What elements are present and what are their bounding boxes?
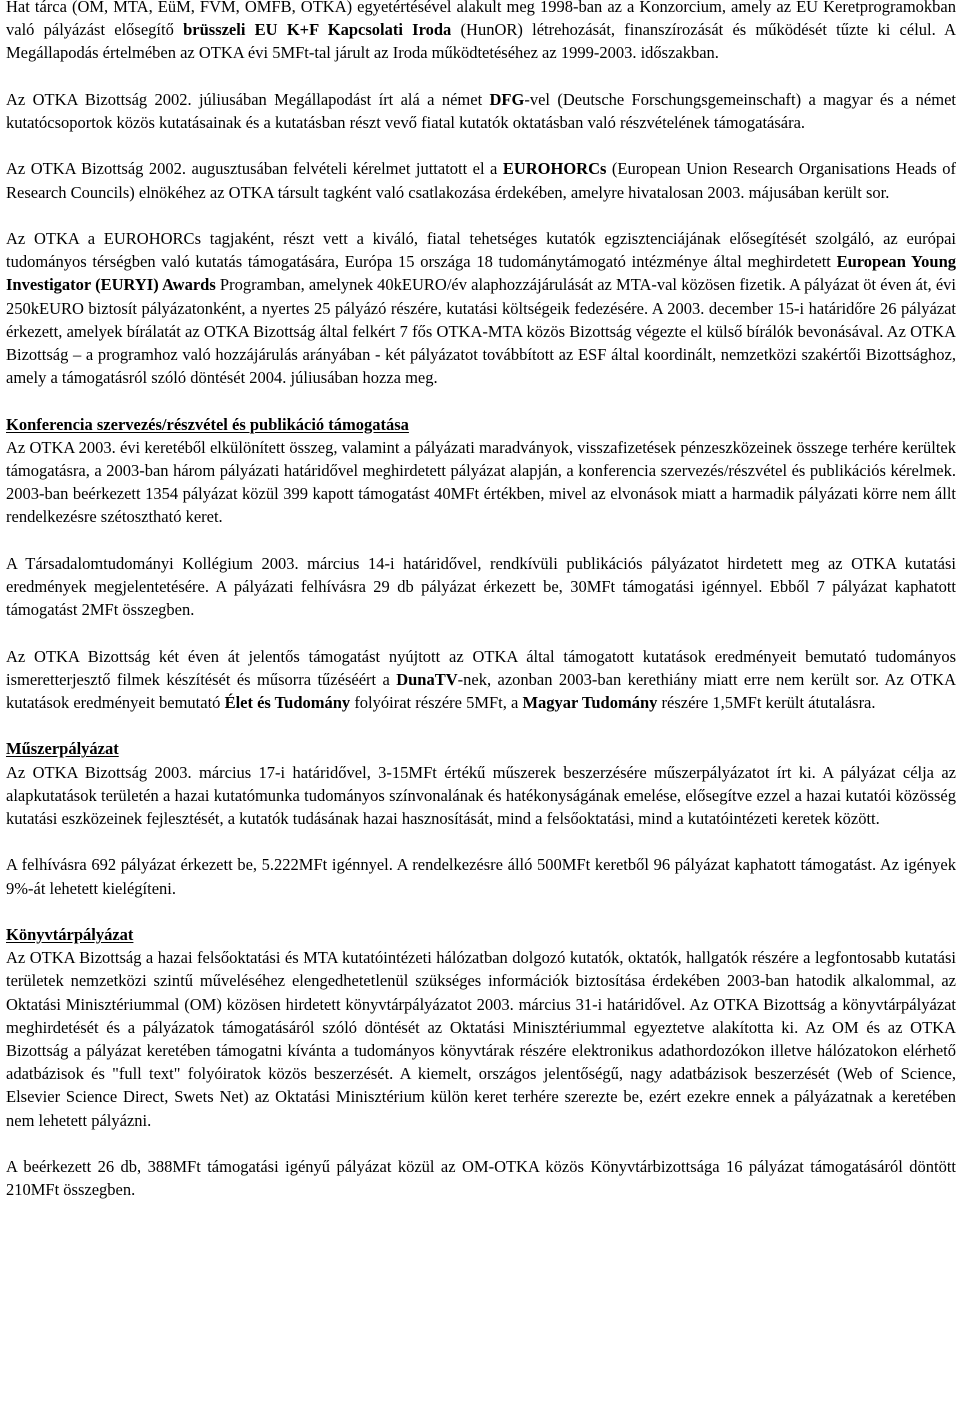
- bold-term: European Young Investigator (EURYI) Awards: [6, 252, 956, 295]
- bold-term: DFG: [489, 89, 525, 109]
- paragraph-media-support: Az OTKA Bizottság két éven át jelentős támogatást nyújtott az OTKA által támogatott kutatások eredményeit bemutató tudományos ismeretterjesztő filmek készítését és műsorra tűzéséért a DunaTV-nek, azonban 2003-ban kerethiány miatt erre nem került sor. Az OTKA kutatások eredményeit bemutató Élet és Tudomány folyóirat részére 5MFt, a Magyar Tudomány részére 1,5MFt került átutalásra.: [6, 646, 956, 712]
- bold-term: DunaTV: [396, 669, 458, 689]
- paragraph-conference: Az OTKA 2003. évi keretéből elkülönített összeg, valamint a pályázati maradványok, visszafizetések pénzeszközeinek összege terhére kerültek támogatásra, a 2003-ban három pályázati határidővel meghirdetett pályázat alapján, a konferencia szervezés/részvétel és publikációs kérelmek. 2003-ban beérkezett 1354 pályázat közül 399 kapott támogatást 40MFt értékben, mivel az elvonások miatt a harmadik pályázati körre nem állt rendelkezésre szétosztható keret.: [6, 437, 956, 527]
- paragraph-social-sciences: A Társadalomtudományi Kollégium 2003. március 14-i határidővel, rendkívüli publikációs pályázatot hirdetett meg az OTKA kutatási eredmények megjelentetésére. A pályázati felhívásra 29 db pályázat érkezett be, 30MFt támogatási igénnyel. Ebből 7 pályázat kaphatott támogatást 2MFt összegben.: [6, 553, 956, 620]
- paragraph-eurohorcs: Az OTKA Bizottság 2002. augusztusában felvételi kérelmet juttatott el a EUROHORCs (European Union Research Organisations Heads of Research Councils) elnökéhez az OTKA társult tagként való csatlakozása érdekében, amelyre hivatalosan 2003. májusában került sor.: [6, 159, 956, 202]
- paragraph-euryi: Az OTKA a EUROHORCs tagjaként, részt vett a kiváló, fiatal tehetséges kutatók egzisztenciájának elősegítését szolgáló, az európai tudományos térségben való kutatás támogatására, Európa 15 országa 18 tudománytámogató intézménye által meghirdetett European Young Investigator (EURYI) Awards Programban, amelynek 40kEURO/év alaphozzájárulását az MTA-val közösen fizetik. A pályázat öt éven át, évi 250kEURO biztosít pályázatonként, a nyertes 25 pályázó részére, kutatási költségeik fedezésére. A 2003. december 15-i határidőre 26 pályázat érkezett, amelyek bírálatát az OTKA Bizottság által felkért 7 fős OTKA-MTA közös Bizottság végezte el külső bírálók bevonásával. Az OTKA Bizottság – a programhoz való hozzájárulás arányában - két pályázatot továbbított az ESF által koordinált, nemzetközi szakértői Bizottsághoz, amely a támogatásról szóló döntését 2004. júliusában hozza meg.: [6, 228, 956, 388]
- paragraph-library-results: A beérkezett 26 db, 388MFt támogatási igényű pályázat közül az OM-OTKA közös Könyvtárbizottsága 16 pályázat támogatásáról döntött 210MFt összegben.: [6, 1157, 956, 1200]
- document-page: [6, 0, 956, 1201]
- section-heading-library: Könyvtárpályázat: [6, 924, 134, 944]
- paragraph-hunor: Hat tárca (OM, MTA, EüM, FVM, OMFB, OTKA) egyetértésével alakult meg 1998-ban az a Konzorcium, amely az EU Keretprogramokban való pályázást elősegítő brüsszeli EU K+F Kapcsolati Iroda (HunOR) létrehozását, finanszírozását és működését tűzte ki célul. A Megállapodás értelmében az OTKA évi 5MFt-tal járult az Iroda működtetéséhez az 1999-2003. időszakban.: [6, 0, 956, 63]
- section-heading-conference: Konferencia szervezés/részvétel és publikáció támogatása: [6, 414, 409, 434]
- paragraph-library: Az OTKA Bizottság a hazai felsőoktatási és MTA kutatóintézeti hálózatban dolgozó kutatók, oktatók, hallgatók részére a legfontosabb kutatási területek nemzetközi szintű műveléséhez elengedhetetlenül szükséges információk biztosítása érdekében 2003-ban hatodik alkalommal, az Oktatási Minisztériummal (OM) közösen hirdetett könyvtárpályázatot 2003. március 31-i határidővel. Az OTKA Bizottság a könyvtárpályázat meghirdetését és a pályázatok támogatásáról szóló döntését az Oktatási Minisztériummal egyeztetve alakította ki. Az OM és az OTKA Bizottság a pályázat keretében támogatni kívánta a tudományos könyvtárak részére elektronikus adathordozókon illetve hálózatokon elérhető adatbázisok és "full text" folyóiratok közös beszerzését. A kiemelt, országos jelentőségű, nagy adatbázisok beszerzését (Web of Science, Elsevier Science Direct, Swets Net) az Oktatási Minisztérium külön keret terhére szerezte be, ezért ezekre ennek a pályázatnak a keretében nem lehetett pályázni.: [6, 948, 956, 1130]
- bold-term: EUROHORCs: [502, 159, 607, 179]
- paragraph-dfg: Az OTKA Bizottság 2002. júliusában Megállapodást írt alá a német DFG-vel (Deutsche Forschungsgemeinschaft) a magyar és a német kutatócsoportok közös kutatásainak és a kutatásban részt vevő fiatal kutatók oktatásban való részvételének támogatására.: [6, 89, 956, 132]
- paragraph-instrument: Az OTKA Bizottság 2003. március 17-i határidővel, 3-15MFt értékű műszerek beszerzésére műszerpályázatot írt ki. A pályázat célja az alapkutatások területén a hazai kutatómunka tudományos színvonalának és hatékonyságának emelése, elősegítve ezzel a hazai kutatói közösség kutatási eszközeinek fejlesztését, a kutatók tudásának hazai hasznosítását, mind a felsőoktatási, mind a kutatóintézeti keretek között.: [6, 762, 956, 828]
- paragraph-instrument-results: A felhívásra 692 pályázat érkezett be, 5.222MFt igénnyel. A rendelkezésre álló 500MFt keretből 96 pályázat kaphatott támogatást. Az igények 9%-át lehetett kielégíteni.: [6, 855, 956, 898]
- bold-term: Magyar Tudomány: [522, 693, 658, 712]
- bold-term: brüsszeli EU K+F Kapcsolati Iroda: [183, 20, 452, 40]
- bold-term: Élet és Tudomány: [224, 693, 351, 712]
- section-heading-instrument: Műszerpályázat: [6, 739, 119, 759]
